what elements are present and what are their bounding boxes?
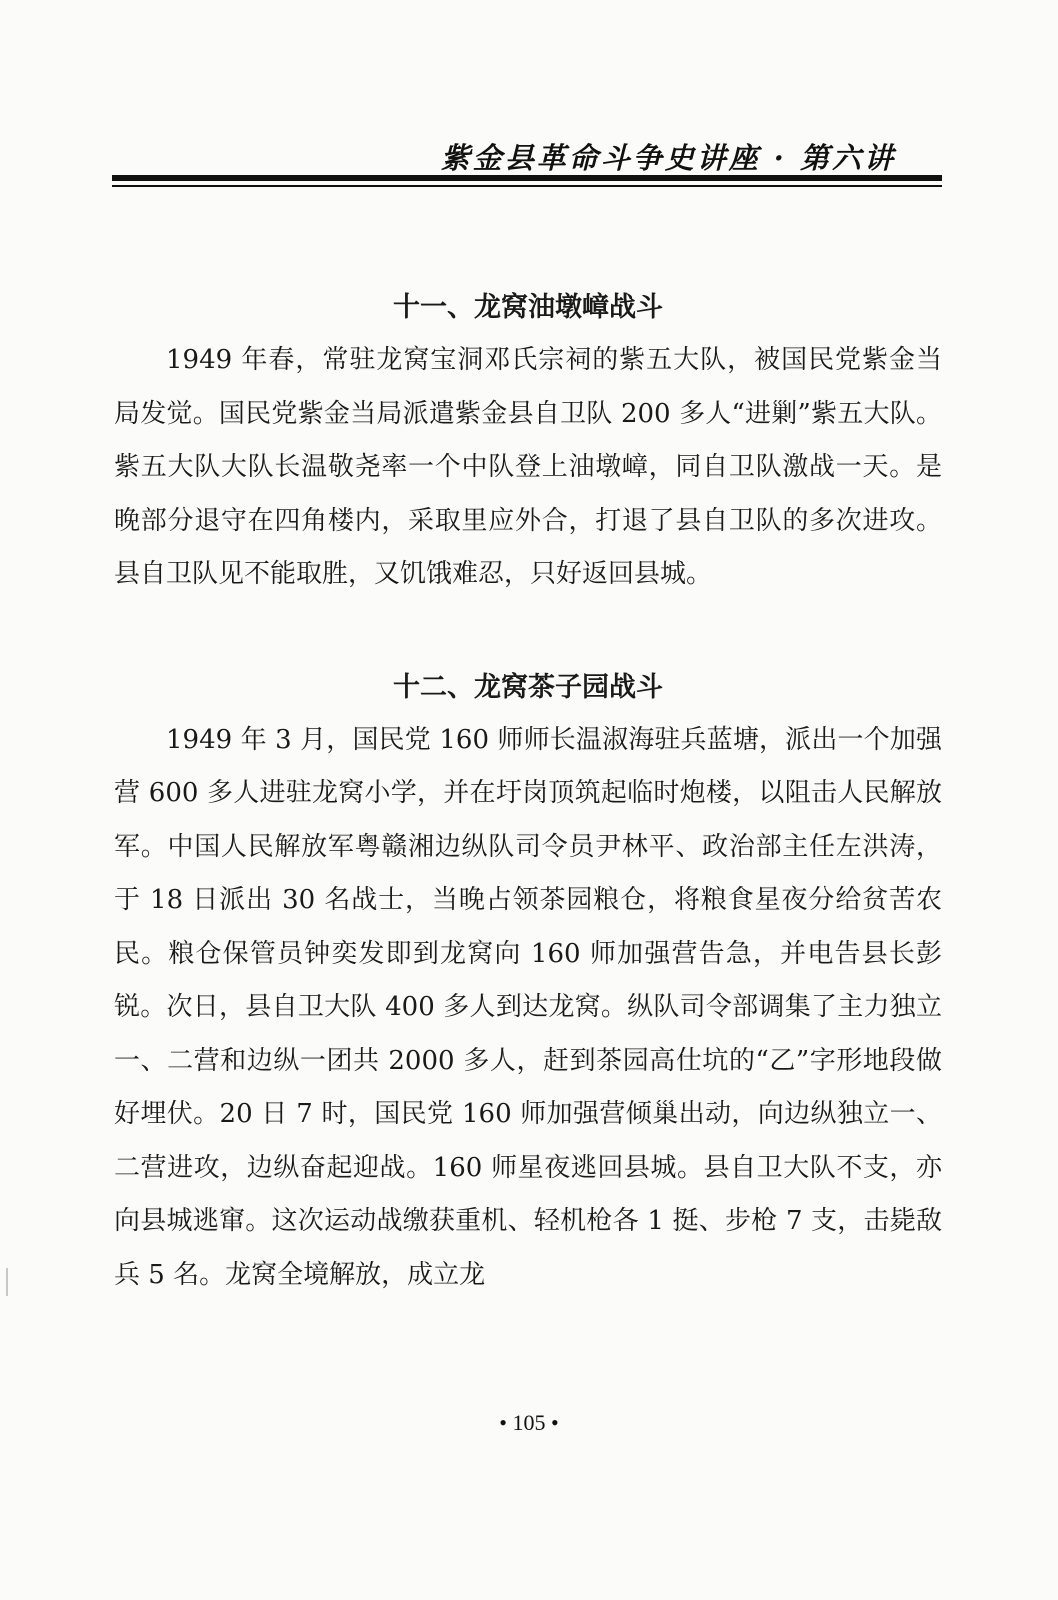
- running-header: 紫金县革命斗争史讲座 · 第六讲: [440, 141, 896, 175]
- page-number: • 105 •: [499, 1410, 559, 1435]
- header-rule-thick: [112, 175, 942, 181]
- page-body: [114, 282, 942, 1302]
- section-title: 十一、龙窝油墩嶂战斗: [393, 292, 663, 323]
- section-paragraph: 1949 年 3 月，国民党 160 师师长温淑海驻兵蓝塘，派出一个加强营 600 多人进驻龙窝小学，并在圩岗顶筑起临时炮楼，以阻击人民解放军。中国人民解放军粤赣湘边纵队司令员尹林平、政治部主任左洪涛，于 18 日派出 30 名战士，当晚占领茶园粮仓，将粮食星夜分给贫苦农民。粮仓保管员钟奕发即到龙窝向 160 师加强营告急，并电告县长彭锐。次日，县自卫大队 400 多人到达龙窝。纵队司令部调集了主力独立一、二营和边纵一团共 2000 多人，赶到茶园高仕坑的“乙”字形地段做好埋伏。20 日 7 时，国民党 160 师加强营倾巢出动，向边纵独立一、二营进攻，边纵奋起迎战。160 师星夜逃回县城。县自卫大队不支，亦向县城逃窜。这次运动战缴获重机、轻机枪各 1 挺、步枪 7 支，击毙敌兵 5 名。龙窝全境解放，成立龙: [114, 724, 942, 1290]
- section-chaziyuan-battle: [114, 662, 942, 1303]
- section-title: 十二、龙窝茶子园战斗: [393, 671, 663, 703]
- section-youdunzhang-battle: [114, 282, 942, 602]
- section-paragraph: 1949 年春，常驻龙窝宝洞邓氏宗祠的紫五大队，被国民党紫金当局发觉。国民党紫金当局派遣紫金县自卫队 200 多人“进剿”紫五大队。紫五大队大队长温敬尧率一个中队登上油墩嶂，同自卫队激战一天。是晚部分退守在四角楼内，采取里应外合，打退了县自卫队的多次进攻。县自卫队见不能取胜，又饥饿难忍，只好返回县城。: [114, 345, 942, 589]
- scan-artifact-mark: [6, 1268, 8, 1296]
- header-rule-thin: [112, 185, 942, 187]
